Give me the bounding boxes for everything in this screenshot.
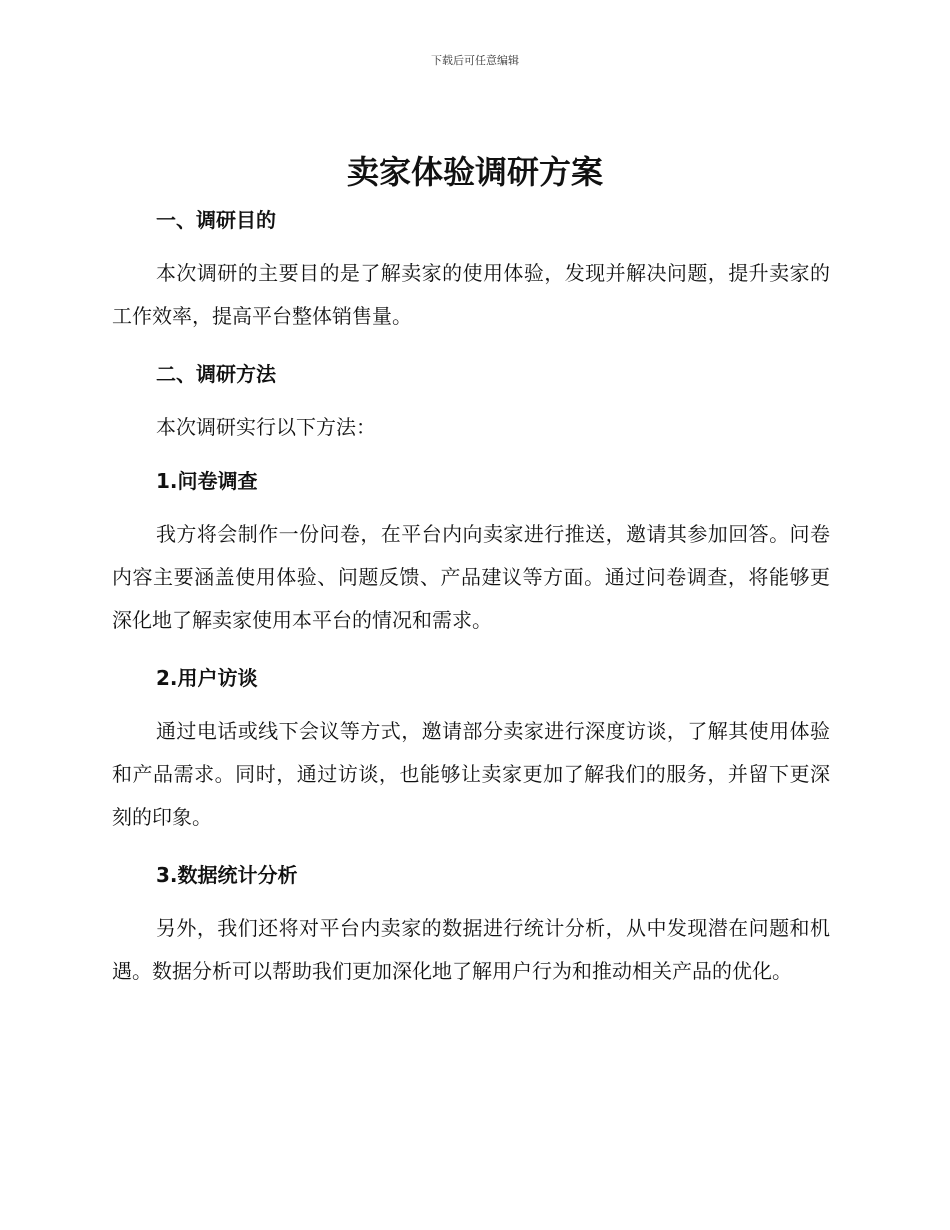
- header-note: 下载后可任意编辑: [431, 54, 519, 67]
- subsection-text-interview: 通过电话或线下会议等方式，邀请部分卖家进行深度访谈，了解其使用体验和产品需求。同时，通过访谈，也能够让卖家更加了解我们的服务，并留下更深刻的印象。: [112, 719, 830, 829]
- document-title: 卖家体验调研方案: [346, 153, 603, 191]
- section-heading-method: 二、调研方法: [156, 362, 276, 386]
- document-body: [112, 200, 830, 993]
- subsection-heading-survey: 1.问卷调查: [156, 469, 258, 493]
- subsection-heading-data: 3.数据统计分析: [156, 863, 298, 887]
- section-heading-purpose: 一、调研目的: [156, 208, 276, 232]
- subsection-heading-interview: 2.用户访谈: [156, 666, 258, 690]
- section-text-purpose: 本次调研的主要目的是了解卖家的使用体验，发现并解决问题，提升卖家的工作效率，提高平台整体销售量。: [112, 261, 830, 328]
- section-intro-method: 本次调研实行以下方法：: [156, 415, 376, 439]
- subsection-text-data: 另外，我们还将对平台内卖家的数据进行统计分析，从中发现潜在问题和机遇。数据分析可以帮助我们更加深化地了解用户行为和推动相关产品的优化。: [112, 916, 830, 983]
- subsection-text-survey: 我方将会制作一份问卷，在平台内向卖家进行推送，邀请其参加回答。问卷内容主要涵盖使用体验、问题反馈、产品建议等方面。通过问卷调查，将能够更深化地了解卖家使用本平台的情况和需求。: [112, 522, 830, 632]
